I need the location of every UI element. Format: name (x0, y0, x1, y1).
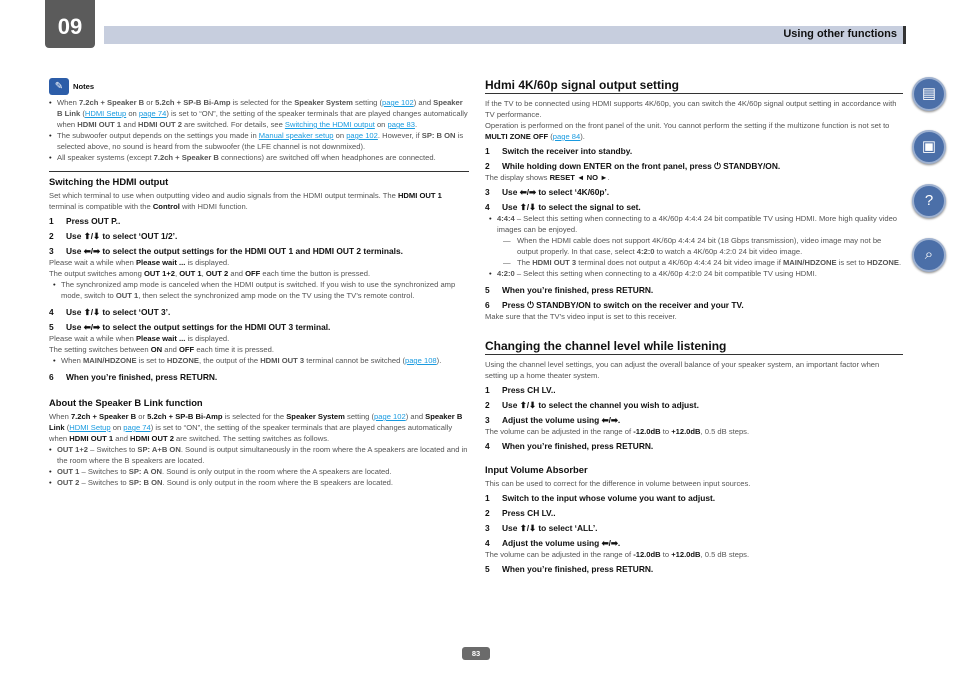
bold-term: Control (152, 202, 180, 211)
bold-term: OUT 1 (179, 269, 202, 278)
speaker-b-bullet: • OUT 2 – Switches to SP: B ON. Sound is only output in the room where the B speakers are located. (49, 478, 394, 487)
bold-term: ON (150, 345, 163, 354)
step: 5 When you’re finished, press RETURN. (485, 564, 654, 574)
page-link[interactable]: Switching the HDMI output (284, 120, 375, 129)
chapter-number: 09 (57, 14, 83, 39)
bold-term: 4:2:0 (497, 269, 515, 278)
step: 5 Use ⬅/➡ to select the output settings for the HDMI OUT 3 terminal. (49, 322, 331, 332)
channel-level-title: Changing the channel level while listening (485, 339, 903, 355)
header-bar (104, 26, 906, 44)
left-column (49, 78, 469, 488)
page-link[interactable]: HDMI Setup (84, 109, 127, 118)
step-note: The output switches among OUT 1+2, OUT 1, OUT 2 and OFF each time the button is pressed. (49, 269, 371, 278)
bold-term: 7.2ch + Speaker B (70, 412, 137, 421)
speaker-b-intro: When 7.2ch + Speaker B or 5.2ch + SP-B Bi-Amp is selected for the Speaker System setting (page 102) and Speaker B Link (HDMI Setup on page 74) is set to “ON”, the setting of the speaker terminals that are played changes automatically when HDMI OUT 1 and HDMI OUT 2 are switched. The setting switches as follows. (49, 412, 463, 443)
bold-term: -12.0dB (633, 550, 661, 559)
hdmi-4k-intro-2: Operation is performed on the front panel of the unit. You cannot perform the setting if the multizone function is not set to MULTI ZONE OFF (page 84). (485, 121, 890, 141)
step-note: The display shows RESET ◄ NO ►. (485, 173, 610, 182)
step: 1 Switch to the input whose volume you want to adjust. (485, 493, 716, 503)
step-note: Please wait a while when Please wait ... is displayed. (49, 334, 230, 343)
step: 6 Press ⏻ STANDBY/ON to switch on the receiver and your TV. (485, 300, 744, 310)
hdmi-4k-intro: If the TV to be connected using HDMI supports 4K/60p, you can switch the 4K/60p signal output setting in accordance with TV performance. (485, 99, 897, 119)
bold-term: OUT 2 (205, 269, 229, 278)
bold-term: Speaker System (294, 98, 353, 107)
bold-term: HDMI OUT 2 (130, 434, 174, 443)
bold-term: 5.2ch + SP-B Bi-Amp (155, 98, 231, 107)
bold-term: 7.2ch + Speaker B (78, 98, 145, 107)
bold-term: RESET ◄ NO ► (549, 173, 608, 182)
bold-term: +12.0dB (671, 427, 701, 436)
bold-term: SP: B ON (128, 478, 163, 487)
option-dash: — The HDMI OUT 3 terminal does not output a 4K/60p 4:4:4 24 bit video image if MAIN/HDZONE is set to HDZONE. (503, 258, 902, 267)
note-item: • The subwoofer output depends on the settings you made in Manual speaker setup on page 102. However, if SP: B ON is selected above, no sound is heard from the subwoofer (the LFE channel is not downmixed). (49, 131, 464, 151)
bold-term: HDMI OUT 3 (532, 258, 577, 267)
bold-term: 4:2:0 (636, 247, 655, 256)
page-number: 83 (462, 647, 490, 660)
speaker-b-bullet: • OUT 1 – Switches to SP: A ON. Sound is only output in the room where the A speakers are located. (49, 467, 392, 476)
page-link[interactable]: page 74 (138, 109, 167, 118)
section-title: Using other functions (783, 28, 897, 40)
step-note: The setting switches between ON and OFF each time it is pressed. (49, 345, 274, 354)
bold-term: OFF (245, 269, 261, 278)
speaker-b-bullet: • OUT 1+2 – Switches to SP: A+B ON. Sound is output simultaneously in the room where the A speakers are located and in the room where the B speakers are located. (49, 445, 468, 465)
step: 6 When you’re finished, press RETURN. (49, 372, 218, 382)
step-note: The volume can be adjusted in the range of -12.0dB to +12.0dB, 0.5 dB steps. (485, 427, 750, 436)
bold-term: +12.0dB (671, 550, 701, 559)
step: 4 Use ⬆/⬇ to select ‘OUT 3’. (49, 307, 171, 317)
bold-term: HDMI OUT 1 (69, 434, 114, 443)
bold-term: Speaker System (286, 412, 345, 421)
page-link[interactable]: page 102 (382, 98, 414, 107)
step-note: Make sure that the TV’s video input is set to this receiver. (485, 312, 677, 321)
step: 1 Press CH LV.. (485, 385, 556, 395)
page-link[interactable]: page 102 (346, 131, 378, 140)
absorber-title: Input Volume Absorber (485, 464, 588, 475)
step: 3 Use ⬅/➡ to select ‘4K/60p’. (485, 187, 610, 197)
page-link[interactable]: Manual speaker setup (258, 131, 334, 140)
step: 3 Use ⬅/➡ to select the output settings for the HDMI OUT 1 and HDMI OUT 2 terminals. (49, 246, 403, 256)
bold-term: OUT 1 (115, 291, 139, 300)
bold-term: Please wait ... (135, 334, 186, 343)
step-bullet: • The synchronized amp mode is canceled when the HDMI output is switched. If you wish to use the synchronized amp mode, switch to OUT 1, then select the synchronized amp mode on the TV using the TV’s remote control. (53, 280, 456, 300)
page-link[interactable]: page 84 (552, 132, 581, 141)
step: 1 Press OUT P.. (49, 216, 121, 226)
step: 4 When you’re finished, press RETURN. (485, 441, 654, 451)
step: 4 Use ⬆/⬇ to select the signal to set. (485, 202, 641, 212)
faq-help-icon[interactable]: ? (912, 184, 946, 218)
page-link[interactable]: page 102 (374, 412, 406, 421)
bold-term: MAIN/HDZONE (782, 258, 837, 267)
bold-term: OUT 2 (57, 478, 80, 487)
bold-term: SP: A ON (128, 467, 162, 476)
absorber-intro: This can be used to correct for the difference in volume between input sources. (485, 479, 751, 488)
bold-term: HDMI OUT 3 (260, 356, 305, 365)
bold-term: HDMI OUT 2 (138, 120, 182, 129)
bold-term: OUT 1 (57, 467, 80, 476)
bold-term: HDMI OUT 1 (397, 191, 442, 200)
receiver-icon[interactable]: ▣ (912, 130, 946, 164)
switching-hdmi-title: Switching the HDMI output (49, 176, 169, 187)
channel-level-intro: Using the channel level settings, you can adjust the overall balance of your speaker system, an important factor when setting up a home theater system. (485, 360, 880, 380)
bold-term: MULTI ZONE OFF (485, 132, 549, 141)
notes-header (49, 78, 469, 95)
right-column (485, 78, 903, 575)
bold-term: Speaker B Link (49, 412, 463, 432)
option-bullet: • 4:2:0 – Select this setting when connecting to a 4K/60p 4:2:0 24 bit compatible TV using HDMI. (489, 269, 817, 278)
step-bullet: • When MAIN/HDZONE is set to HDZONE, the output of the HDMI OUT 3 terminal cannot be switched (page 108). (53, 356, 442, 365)
page-link[interactable]: page 108 (404, 356, 437, 365)
step: 2 While holding down ENTER on the front panel, press ⏻ STANDBY/ON. (485, 161, 781, 171)
speaker-b-title: About the Speaker B Link function (49, 397, 203, 408)
bold-term: MAIN/HDZONE (82, 356, 137, 365)
bold-term: OFF (179, 345, 195, 354)
page-link[interactable]: HDMI Setup (69, 423, 111, 432)
step: 3 Use ⬆/⬇ to select ‘ALL’. (485, 523, 598, 533)
chapter-tab (45, 0, 95, 48)
bold-term: 5.2ch + SP-B Bi-Amp (147, 412, 223, 421)
search-icon[interactable]: ⌕ (912, 238, 946, 272)
bold-term: 4:4:4 (497, 214, 515, 223)
bold-term: SP: B ON (421, 131, 456, 140)
pencil-note-icon: ✎ (49, 78, 69, 95)
page-link[interactable]: page 83 (387, 120, 415, 129)
step: 2 Press CH LV.. (485, 508, 556, 518)
step: 2 Use ⬆/⬇ to select ‘OUT 1/2’. (49, 231, 178, 241)
option-dash: — When the HDMI cable does not support 4K/60p 4:4:4 24 bit (18 Gbps transmission), video image may not be output properly. In that case, select 4:2:0 to watch a 4K/60p 4:2:0 24 bit video image. (503, 236, 882, 256)
switching-intro: Set which terminal to use when outputting video and audio signals from the HDMI output terminals. The HDMI OUT 1 terminal is compatible with the Control with HDMI function. (49, 191, 442, 211)
bold-term: Speaker B Link (57, 98, 463, 118)
bold-term: HDMI OUT 1 (77, 120, 122, 129)
bold-term: -12.0dB (633, 427, 661, 436)
bold-term: Please wait ... (135, 258, 186, 267)
step: 2 Use ⬆/⬇ to select the channel you wish to adjust. (485, 400, 699, 410)
manual-book-icon[interactable]: ▤ (912, 77, 946, 111)
step: 5 When you’re finished, press RETURN. (485, 285, 654, 295)
note-item: • When 7.2ch + Speaker B or 5.2ch + SP-B Bi-Amp is selected for the Speaker System setting (page 102) and Speaker B Link (HDMI Setup on page 74) is set to “ON”, the setting of the speaker terminals that are played changes automatically when HDMI OUT 1 and HDMI OUT 2 are switched. For details, see Switching the HDMI output on page 83. (49, 98, 468, 129)
option-bullet: • 4:4:4 – Select this setting when connecting to a 4K/60p 4:4:4 24 bit compatible TV using HDMI. More high quality video images can be enjoyed. (489, 214, 898, 234)
hdmi-4k-title: Hdmi 4K/60p signal output setting (485, 78, 903, 94)
bold-term: SP: A+B ON (137, 445, 181, 454)
step: 1 Switch the receiver into standby. (485, 146, 633, 156)
note-item: • All speaker systems (except 7.2ch + Speaker B connections) are switched off when headphones are connected. (49, 153, 436, 162)
notes-label: Notes (73, 82, 95, 91)
step: 3 Adjust the volume using ⬅/➡. (485, 415, 621, 425)
step-note: The volume can be adjusted in the range of -12.0dB to +12.0dB, 0.5 dB steps. (485, 550, 750, 559)
bold-term: OUT 1+2 (143, 269, 176, 278)
step: 4 Adjust the volume using ⬅/➡. (485, 538, 621, 548)
bold-term: HDZONE (866, 258, 899, 267)
page-link[interactable]: page 74 (123, 423, 151, 432)
bold-term: HDZONE (166, 356, 199, 365)
bold-term: 7.2ch + Speaker B (153, 153, 219, 162)
bold-term: OUT 1+2 (57, 445, 89, 454)
step-note: Please wait a while when Please wait ... is displayed. (49, 258, 230, 267)
